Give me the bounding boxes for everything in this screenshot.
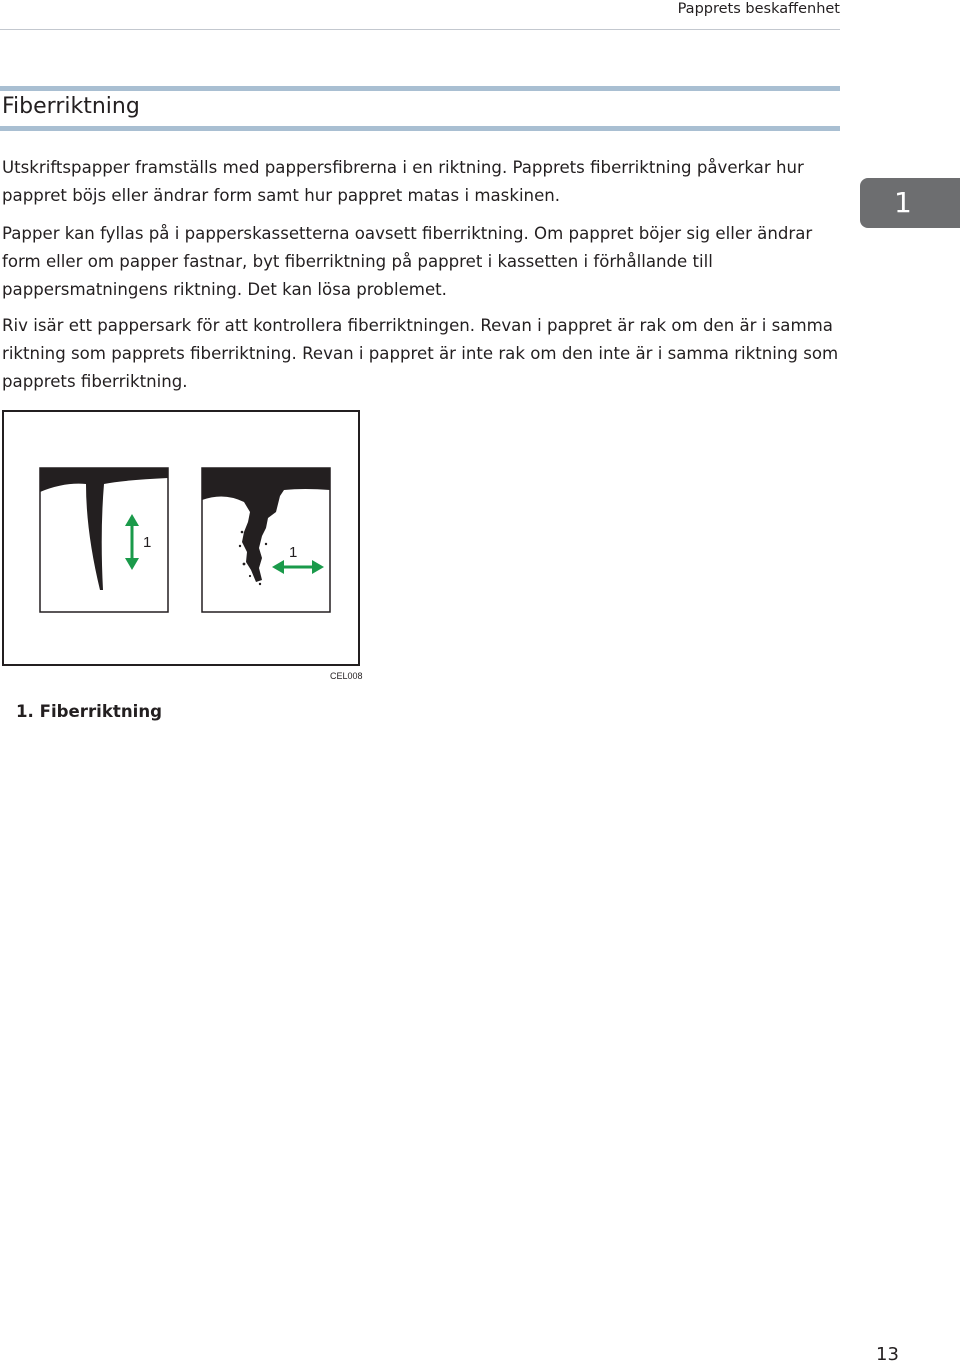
callout-left: 1 [143, 534, 152, 551]
caption-number: 1. [16, 702, 34, 721]
caption-item [16, 702, 162, 721]
section-title: Fiberriktning [2, 94, 140, 119]
section-heading [0, 86, 840, 134]
caption-text: Fiberriktning [39, 702, 163, 721]
figure-code: CEL008 [330, 671, 363, 681]
fiber-direction-figure [2, 410, 360, 666]
running-header [0, 0, 840, 30]
heading-rule-top [0, 86, 840, 91]
chapter-tab-number: 1 [894, 186, 912, 219]
heading-rule-bottom [0, 126, 840, 131]
chapter-tab [860, 178, 960, 228]
ragged-tear-sheet [202, 468, 330, 612]
running-header-title: Papprets beskaffenhet [677, 1, 840, 17]
page-number: 13 [876, 1344, 899, 1365]
body-paragraph-3: Riv isär ett pappersark för att kontrollera fiberriktningen. Revan i pappret är rak om den är i samma riktning som papprets fiberriktning. Revan i pappret är inte rak om den inte är i samma riktning som papprets fiberriktning. [2, 316, 839, 391]
fiber-direction-illustration [4, 412, 360, 666]
figure-caption-list [16, 702, 162, 721]
callout-right: 1 [289, 544, 298, 561]
body-paragraph-2: Papper kan fyllas på i papperskassetterna oavsett fiberriktning. Om pappret böjer sig eller ändrar form eller om papper fastnar, byt fiberriktning på pappret i kassetten i förhållande till pappersmatningens riktning. Det kan lösa problemet. [2, 224, 813, 299]
body-paragraph-1: Utskriftspapper framställs med pappersfibrerna i en riktning. Papprets fiberriktning påverkar hur pappret böjs eller ändrar form samt hur pappret matas i maskinen. [2, 158, 804, 205]
